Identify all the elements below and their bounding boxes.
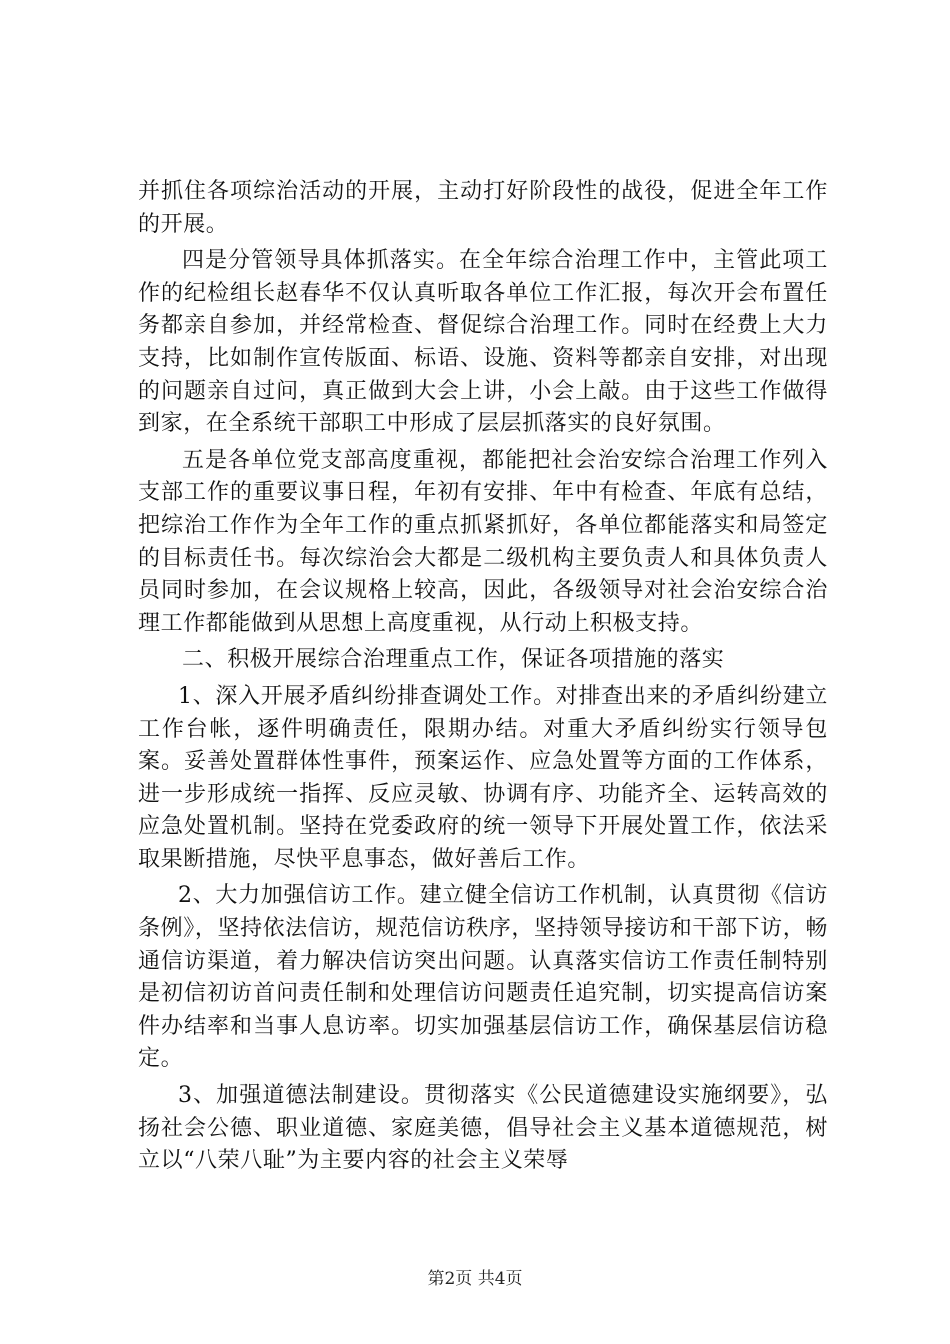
paragraph-point-four: 四是分管领导具体抓落实。在全年综合治理工作中，主管此项工作的纪检组长赵春华不仅认真听取各单位工作汇报，每次开会布置任务都亲自参加，并经常检查、督促综合治理工作。同时在经费上大力支持，比如制作宣传版面、标语、设施、资料等都亲自安排，对出现的问题亲自过问，真正做到大会上讲，小会上敲。由于这些工作做得到家，在全系统干部职工中形成了层层抓落实的良好氛围。 [138, 248, 828, 437]
paragraph-point-five: 五是各单位党支部高度重视，都能把社会治安综合治理工作列入支部工作的重要议事日程，年初有安排、年中有检查、年底有总结，把综治工作作为全年工作的重点抓紧抓好，各单位都能落实和局签定的目标责任书。每次综治会大都是二级机构主要负责人和具体负责人员同时参加，在会议规格上较高，因此，各级领导对社会治安综合治理工作都能做到从思想上高度重视，从行动上积极支持。 [138, 447, 828, 636]
paragraph-continuation: 并抓住各项综治活动的开展，主动打好阶段性的战役，促进全年工作的开展。 [138, 179, 828, 237]
document-body [138, 176, 828, 1182]
page-number-footer: 第2页 共4页 [427, 1269, 523, 1289]
paragraph-item-three: 3、加强道德法制建设。贯彻落实《公民道德建设实施纲要》，弘扬社会公德、职业道德、家庭美德，倡导社会主义基本道德规范，树立以“八荣八耻”为主要内容的社会主义荣辱 [138, 1083, 828, 1174]
section-heading-two: 二、积极开展综合治理重点工作，保证各项措施的落实 [182, 647, 725, 673]
paragraph-item-one: 1、深入开展矛盾纠纷排查调处工作。对排查出来的矛盾纠纷建立工作台帐，逐件明确责任，限期办结。对重大矛盾纠纷实行领导包案。妥善处置群体性事件，预案运作、应急处置等方面的工作体系，进一步形成统一指挥、反应灵敏、协调有序、功能齐全、运转高效的应急处置机制。坚持在党委政府的统一领导下开展处置工作，依法采取果断措施，尽快平息事态，做好善后工作。 [138, 683, 828, 872]
paragraph-item-two: 2、大力加强信访工作。建立健全信访工作机制，认真贯彻《信访条例》，坚持依法信访，规范信访秩序，坚持领导接访和干部下访，畅通信访渠道，着力解决信访突出问题。认真落实信访工作责任制特别是初信初访首问责任制和处理信访问题责任追究制，切实提高信访案件办结率和当事人息访率。切实加强基层信访工作，确保基层信访稳定。 [138, 883, 828, 1072]
